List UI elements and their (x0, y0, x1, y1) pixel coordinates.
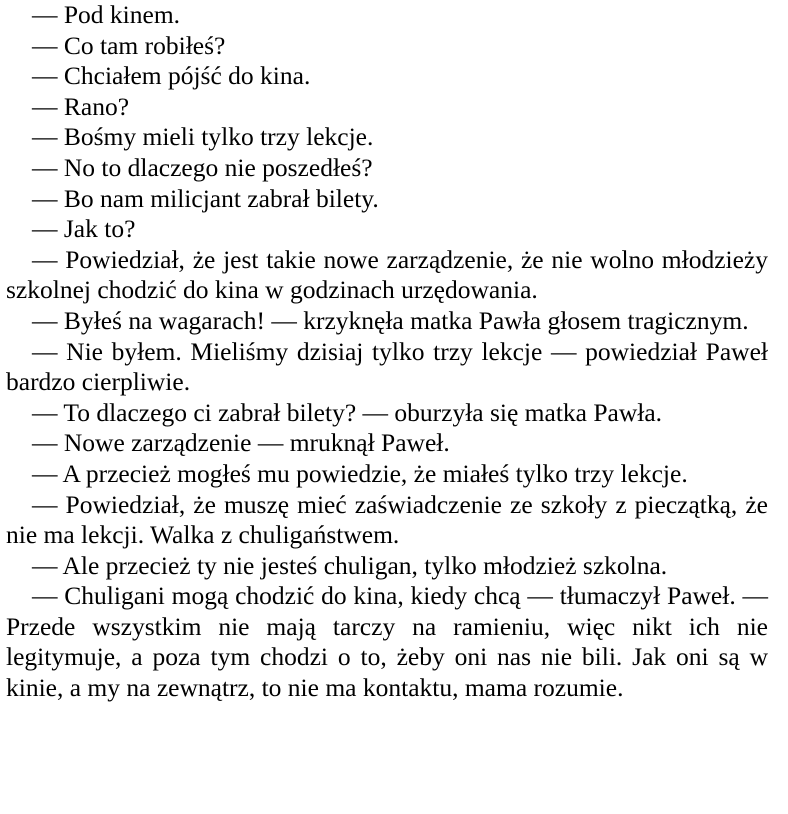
paragraph-17: — Chuligani mogą chodzić do kina, kiedy chcą — tłumaczył Paweł. — Przede wszystkim nie mają tarczy na ramieniu, więc nikt ich nie legitymuje, a poza tym chodzi o to, żeby oni nas nie bili. Jak oni są w kinie, a my na zewnątrz, to nie ma kontaktu, mama rozumie. (6, 581, 768, 703)
paragraph-3: — Chciałem pójść do kina. (32, 61, 311, 91)
paragraph-14: — A przecież mogłeś mu powiedzie, że miałeś tylko trzy lekcje. (32, 458, 688, 488)
paragraph-7: — Bo nam milicjant zabrał bilety. (32, 183, 379, 213)
paragraph-16: — Ale przecież ty nie jesteś chuligan, tylko młodzież szkolna. (32, 550, 668, 580)
paragraph-11: — Nie byłem. Mieliśmy dzisiaj tylko trzy lekcje — powiedział Paweł bardzo cierpliwie. (6, 336, 768, 397)
paragraph-4: — Rano? (32, 91, 130, 121)
paragraph-15: — Powiedział, że muszę mieć zaświadczenie ze szkoły z pieczątką, że nie ma lekcji. Walka z chuligaństwem. (6, 489, 768, 550)
paragraph-5: — Bośmy mieli tylko trzy lekcje. (32, 122, 374, 152)
paragraph-10: — Byłeś na wagarach! — krzyknęła matka Pawła głosem tragicznym. (32, 305, 749, 335)
paragraph-2: — Co tam robiłeś? (32, 30, 226, 60)
paragraph-13: — Nowe zarządzenie — mruknął Paweł. (32, 428, 450, 458)
paragraph-9: — Powiedział, że jest takie nowe zarządzenie, że nie wolno młodzieży szkolnej chodzić do kina w godzinach urzędowania. (6, 244, 768, 305)
paragraph-12: — To dlaczego ci zabrał bilety? — oburzyła się matka Pawła. (32, 397, 663, 427)
paragraph-8: — Jak to? (32, 214, 136, 244)
paragraph-6: — No to dlaczego nie poszedłeś? (32, 152, 373, 182)
paragraph-1: — Pod kinem. (32, 0, 181, 29)
